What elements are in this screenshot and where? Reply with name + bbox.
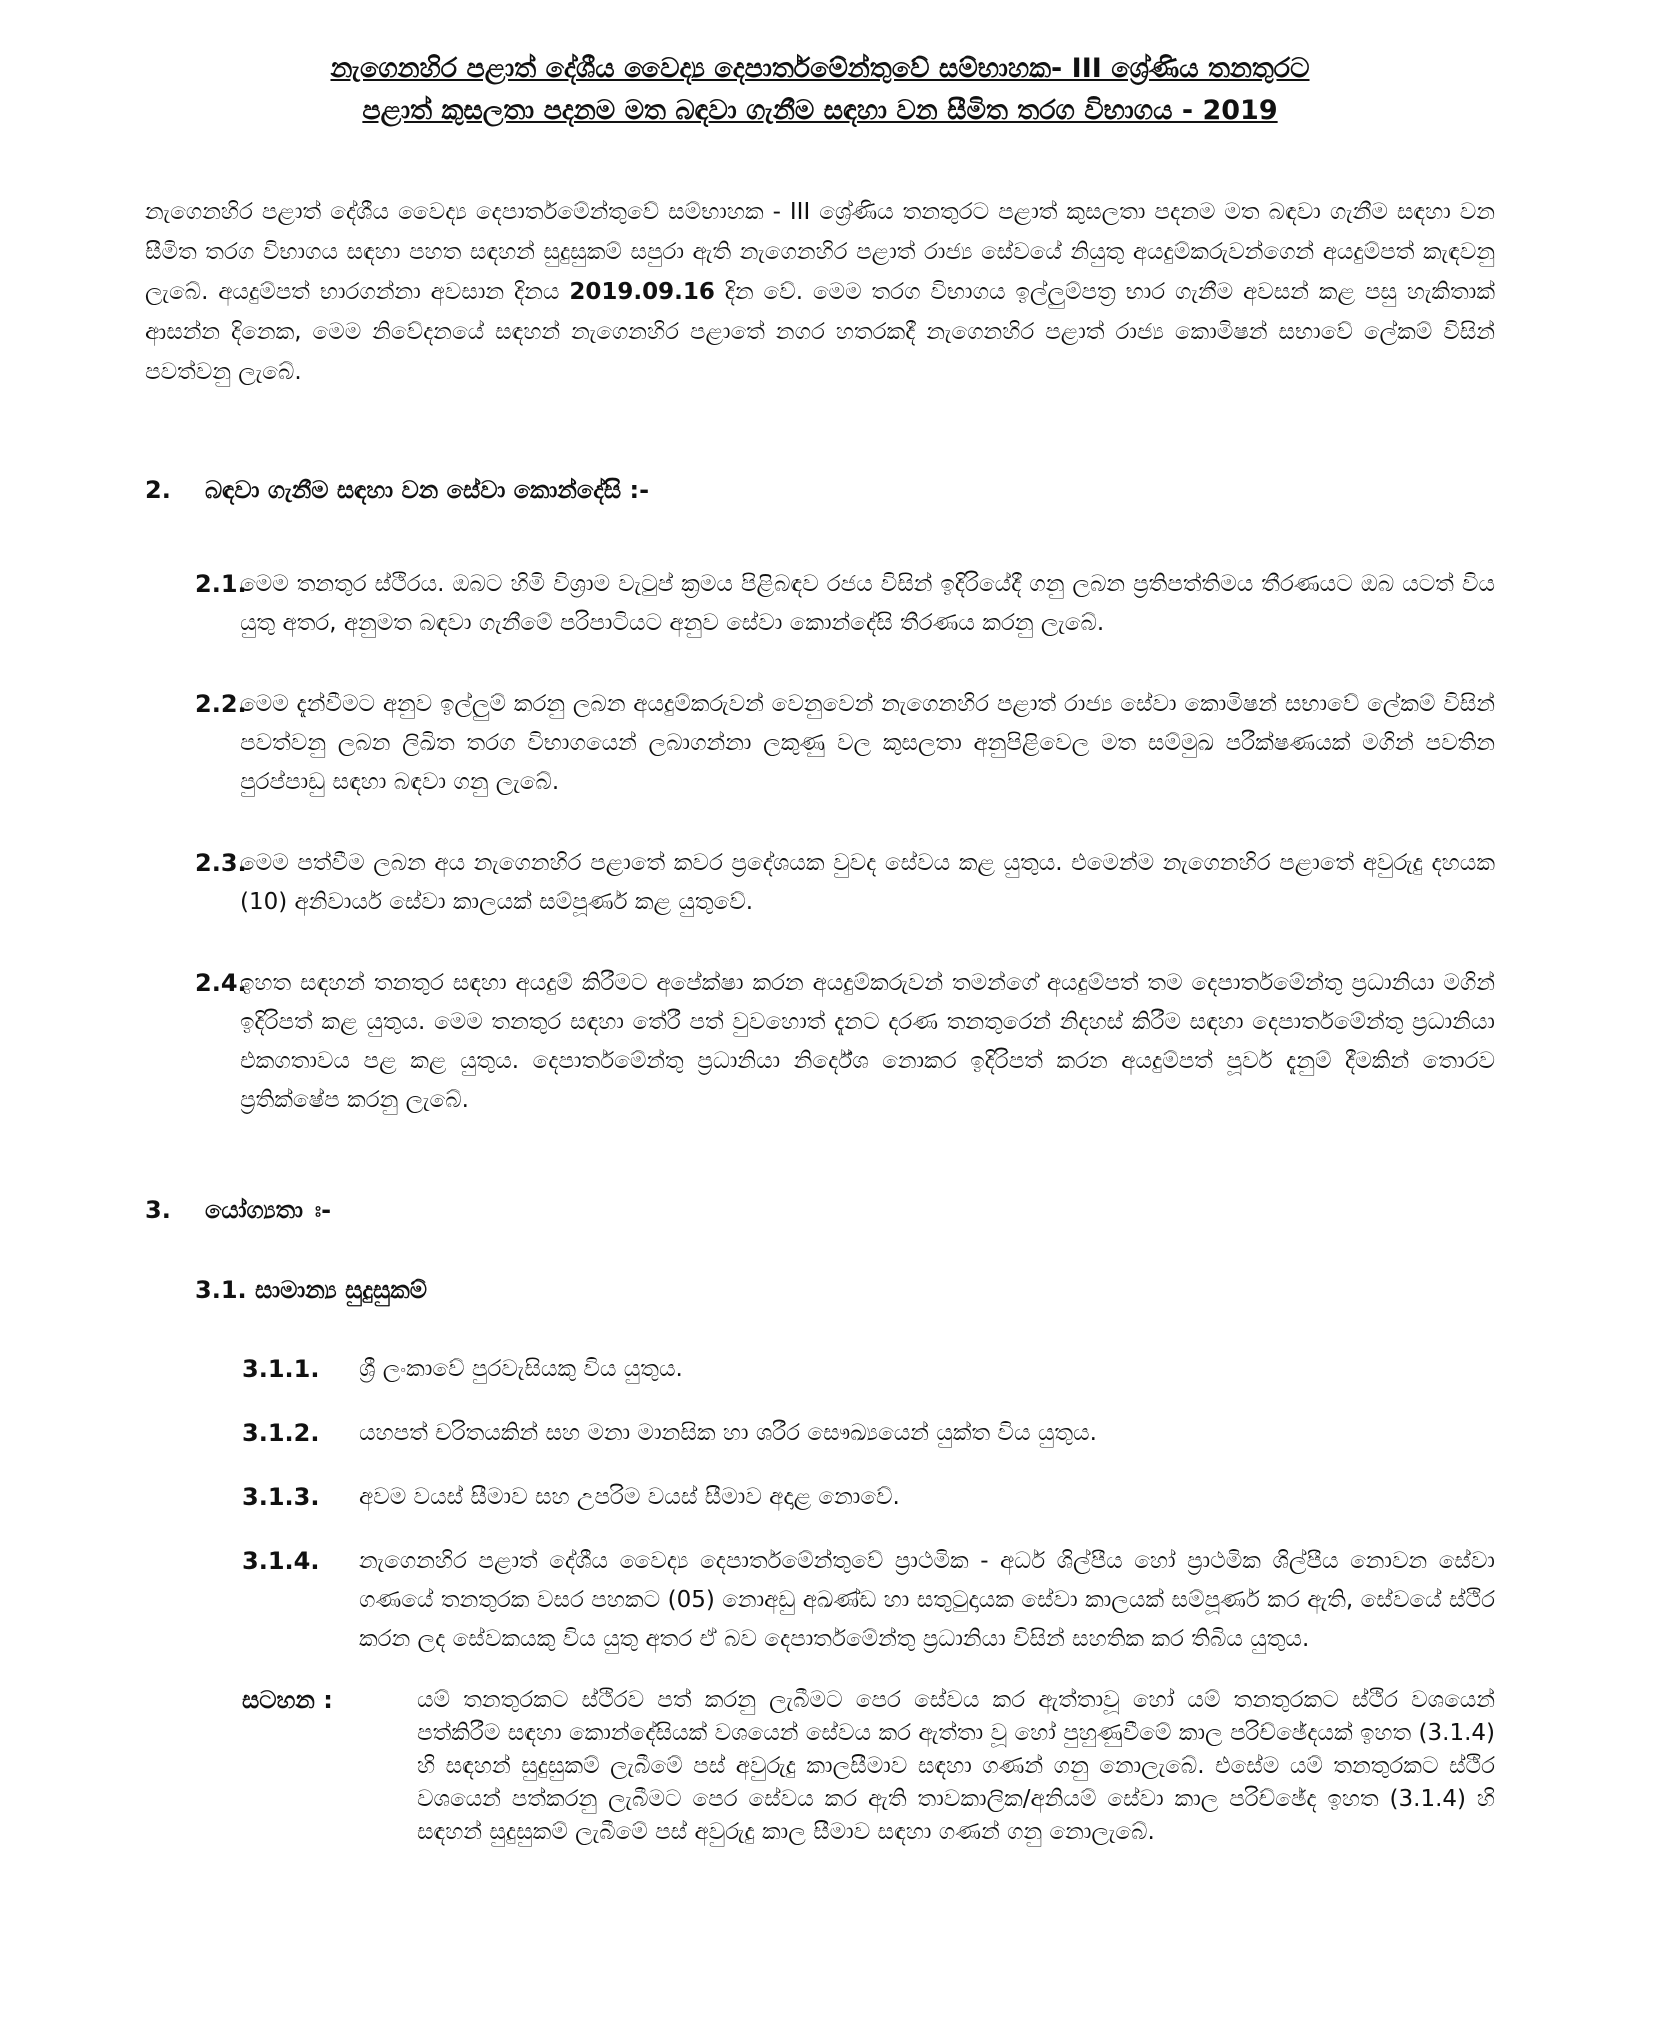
note-block [242, 1684, 1495, 1849]
clause-number: 2.3. [195, 849, 247, 877]
clause-2-2 [195, 685, 1495, 802]
clause-text: මෙම තනතුර ස්ථිරය. ඔබට හිමි විශ්‍රාම වැටුප් ක්‍රමය පිළිබඳව රජය විසින් ඉදිරියේදී ගනු ලබන ප්‍රතිපත්තිමය තීරණයට ඔබ යටත් විය යුතු අතර, අනුමත බඳවා ගැනීමේ පරිපාටියට අනුව සේවා කොන්දේසි තීරණය කරනු ලැබේ. [240, 571, 1495, 636]
clause-text: ඉහත සඳහන් තනතුර සඳහා අයදුම් කිරීමට අපේක්ෂා කරන අයදුම්කරුවන් තමන්ගේ අයදුම්පත් තම දෙපාර්තමේන්තු ප්‍රධානියා මගින් ඉදිරිපත් කළ යුතුය. මෙම තනතුර සඳහා තේරී පත් වුවහොත් දැනට දරණ තනතුරෙන් නිදහස් කිරීම සඳහා දෙපාර්තමේන්තු ප්‍රධානියා එකගතාවය පළ කළ යුතුය. දෙපාර්තමේන්තු ප්‍රධානියා නිර්දේශ නොකර ඉදිරිපත් කරන අයදුම්පත් පූර්ව දැනුම් දීමකින් තොරව ප්‍රතික්ෂේප කරනු ලැබේ. [240, 970, 1495, 1113]
item-number: 3.1.3. [242, 1483, 320, 1511]
clause-number: 2.1. [195, 570, 247, 598]
item-3-1-3 [242, 1478, 1495, 1517]
item-3-1-2 [242, 1414, 1495, 1453]
section-title: බඳවා ගැනීම සඳහා වන සේවා කොන්දේසි :- [205, 476, 650, 504]
item-number: 3.1.1. [242, 1355, 320, 1383]
clause-text: මෙම පත්වීම ලබන අය නැගෙනහිර පළාතේ කවර ප්‍රදේශයක වුවද සේවය කළ යුතුය. එමෙන්ම නැගෙනහිර පළාතේ අවුරුදු දහයක (10) අනිවාර්ය සේවා කාලයක් සම්පූර්ණ කළ යුතුවේ. [240, 850, 1495, 915]
intro-text-before-date: නැගෙනහිර පළාත් දේශීය වෛද්‍ය දෙපාර්තමේන්තුවේ සම්භාහක - III ශ්‍රේණිය තනතුරට පළාත් කුසලතා පදනම මත බඳවා ගැනීම සඳහා වන සීමිත තරග විභාගය සඳහා පහත සඳහන් සුදුසුකම් සපුරා ඇති නැගෙනහිර පළාත් රාජ්‍ය සේවයේ නියුතු අයදුම්කරුවන්ගෙන් අයදුම්පත් කැඳවනු ලැබේ. අයදුම්පත් භාරගන්නා අවසාන දිනය [145, 199, 1495, 305]
title-line-2: පළාත් කුසලතා පදනම මත බඳවා ගැනීම සඳහා වන සීමිත තරග විභාගය - 2019 [362, 95, 1278, 126]
intro-paragraph [145, 192, 1495, 392]
clause-2-1 [195, 565, 1495, 643]
item-text: ශ්‍රී ලංකාවේ පුරවැසියකු විය යුතුය. [359, 1356, 683, 1382]
section-2-heading [145, 470, 1495, 510]
intro-text-after-date: දින වේ. මෙම තරග විභාගය ඉල්ලුම්පත්‍ර භාර ගැනීම අවසන් කළ පසු හැකිතාක් ආසන්න දිනෙක, මෙම නිවේදනයේ සඳහන් නැගෙනහිර පළාතේ නගර හතරකදී නැගෙනහිර පළාත් රාජ්‍ය කොමිෂන් සභාවේ ලේකම් විසින් පවත්වනු ලැබේ. [145, 279, 1496, 385]
item-text: අවම වයස් සීමාව සහ උපරිම වයස් සීමාව අදාළ නොවේ. [359, 1484, 900, 1510]
note-text: යම් තනතුරකට ස්ථිරව පත් කරනු ලැබීමට පෙර සේවය කර ඇත්තාවූ හෝ යම් තනතුරකට ස්ථිර වශයෙන් පත්කිරීම සඳහා කොන්දේසියක් වශයෙන් සේවය කර ඇත්තා වූ හෝ පුහුණුවීමේ කාල පරිච්ඡේදයක් ඉහත (3.1.4) හි සඳහන් සුදුසුකම් ලැබීමේ පස් අවුරුදු කාලසීමාව සඳහා ගණන් ගනු නොලැබේ. එසේම යම් තනතුරකට ස්ථිර වශයෙන් පත්කරනු ලැබීමට පෙර සේවය කර ඇති තාවකාලික/අනියම් සේවා කාල පරිච්ඡේද ඉහත (3.1.4) හි සඳහන් සුදුසුකම් ලැබීමේ පස් අවුරුදු කාල සීමාව සඳහා ගණන් ගනු නොලැබේ. [417, 1687, 1495, 1845]
clause-text: මෙම දැන්වීමට අනුව ඉල්ලුම් කරනු ලබන අයදුම්කරුවන් වෙනුවෙන් නැගෙනහිර පළාත් රාජ්‍ය සේවා කොමිෂන් සභාවේ ලේකම් විසින් පවත්වනු ලබන ලිඛිත තරග විභාගයෙන් ලබාගන්නා ලකුණු වල කුසලතා අනුපිළිවෙල මත සම්මුඛ පරීක්ෂණයක් මගින් පවතින පුරප්පාඩු සඳහා බඳවා ගනු ලැබේ. [240, 691, 1495, 795]
section-number: 3. [145, 1196, 171, 1224]
title-line-1: නැගෙනහිර පළාත් දේශීය වෛද්‍ය දෙපාර්තමේන්තුවේ සම්භාහක- III ශ්‍රේණිය තනතුරට [330, 53, 1310, 84]
item-number: 3.1.2. [242, 1419, 320, 1447]
clause-2-3 [195, 844, 1495, 922]
item-3-1-1 [242, 1350, 1495, 1389]
clause-2-4 [195, 964, 1495, 1120]
document-title [145, 48, 1495, 132]
clause-number: 2.2. [195, 690, 247, 718]
clause-number: 2.4. [195, 969, 247, 997]
subsection-3-1-heading: 3.1. සාමාන්‍ය සුදුසුකම් [195, 1276, 427, 1304]
item-text: නැගෙනහිර පළාත් දේශීය වෛද්‍ය දෙපාර්තමේන්තුවේ ප්‍රාථමික - අර්ධ ශිල්පීය හෝ ප්‍රාථමික ශිල්පීය නොවන සේවා ගණයේ තනතුරක වසර පහකට (05) නොඅඩු අඛණ්ඩ හා සතුටුදායක සේවා කාලයක් සම්පූර්ණ කර ඇති, සේවයේ ස්ථිර කරන ලද සේවකයකු විය යුතු අතර ඒ බව දෙපාර්තමේන්තු ප්‍රධානියා විසින් සහතික කර තිබිය යුතුය. [359, 1548, 1495, 1652]
section-number: 2. [145, 476, 171, 504]
item-number: 3.1.4. [242, 1547, 320, 1575]
item-3-1-4 [242, 1542, 1495, 1659]
section-title: යෝග්‍යතා ඃ- [205, 1196, 332, 1224]
note-label: සටහන : [242, 1686, 333, 1714]
item-text: යහපත් චරිතයකින් සහ මනා මානසික හා ශරීර සෞඛ්‍යයෙන් යුක්ත විය යුතුය. [359, 1420, 1097, 1446]
closing-date: 2019.09.16 [569, 279, 715, 305]
section-3-heading [145, 1190, 1495, 1230]
